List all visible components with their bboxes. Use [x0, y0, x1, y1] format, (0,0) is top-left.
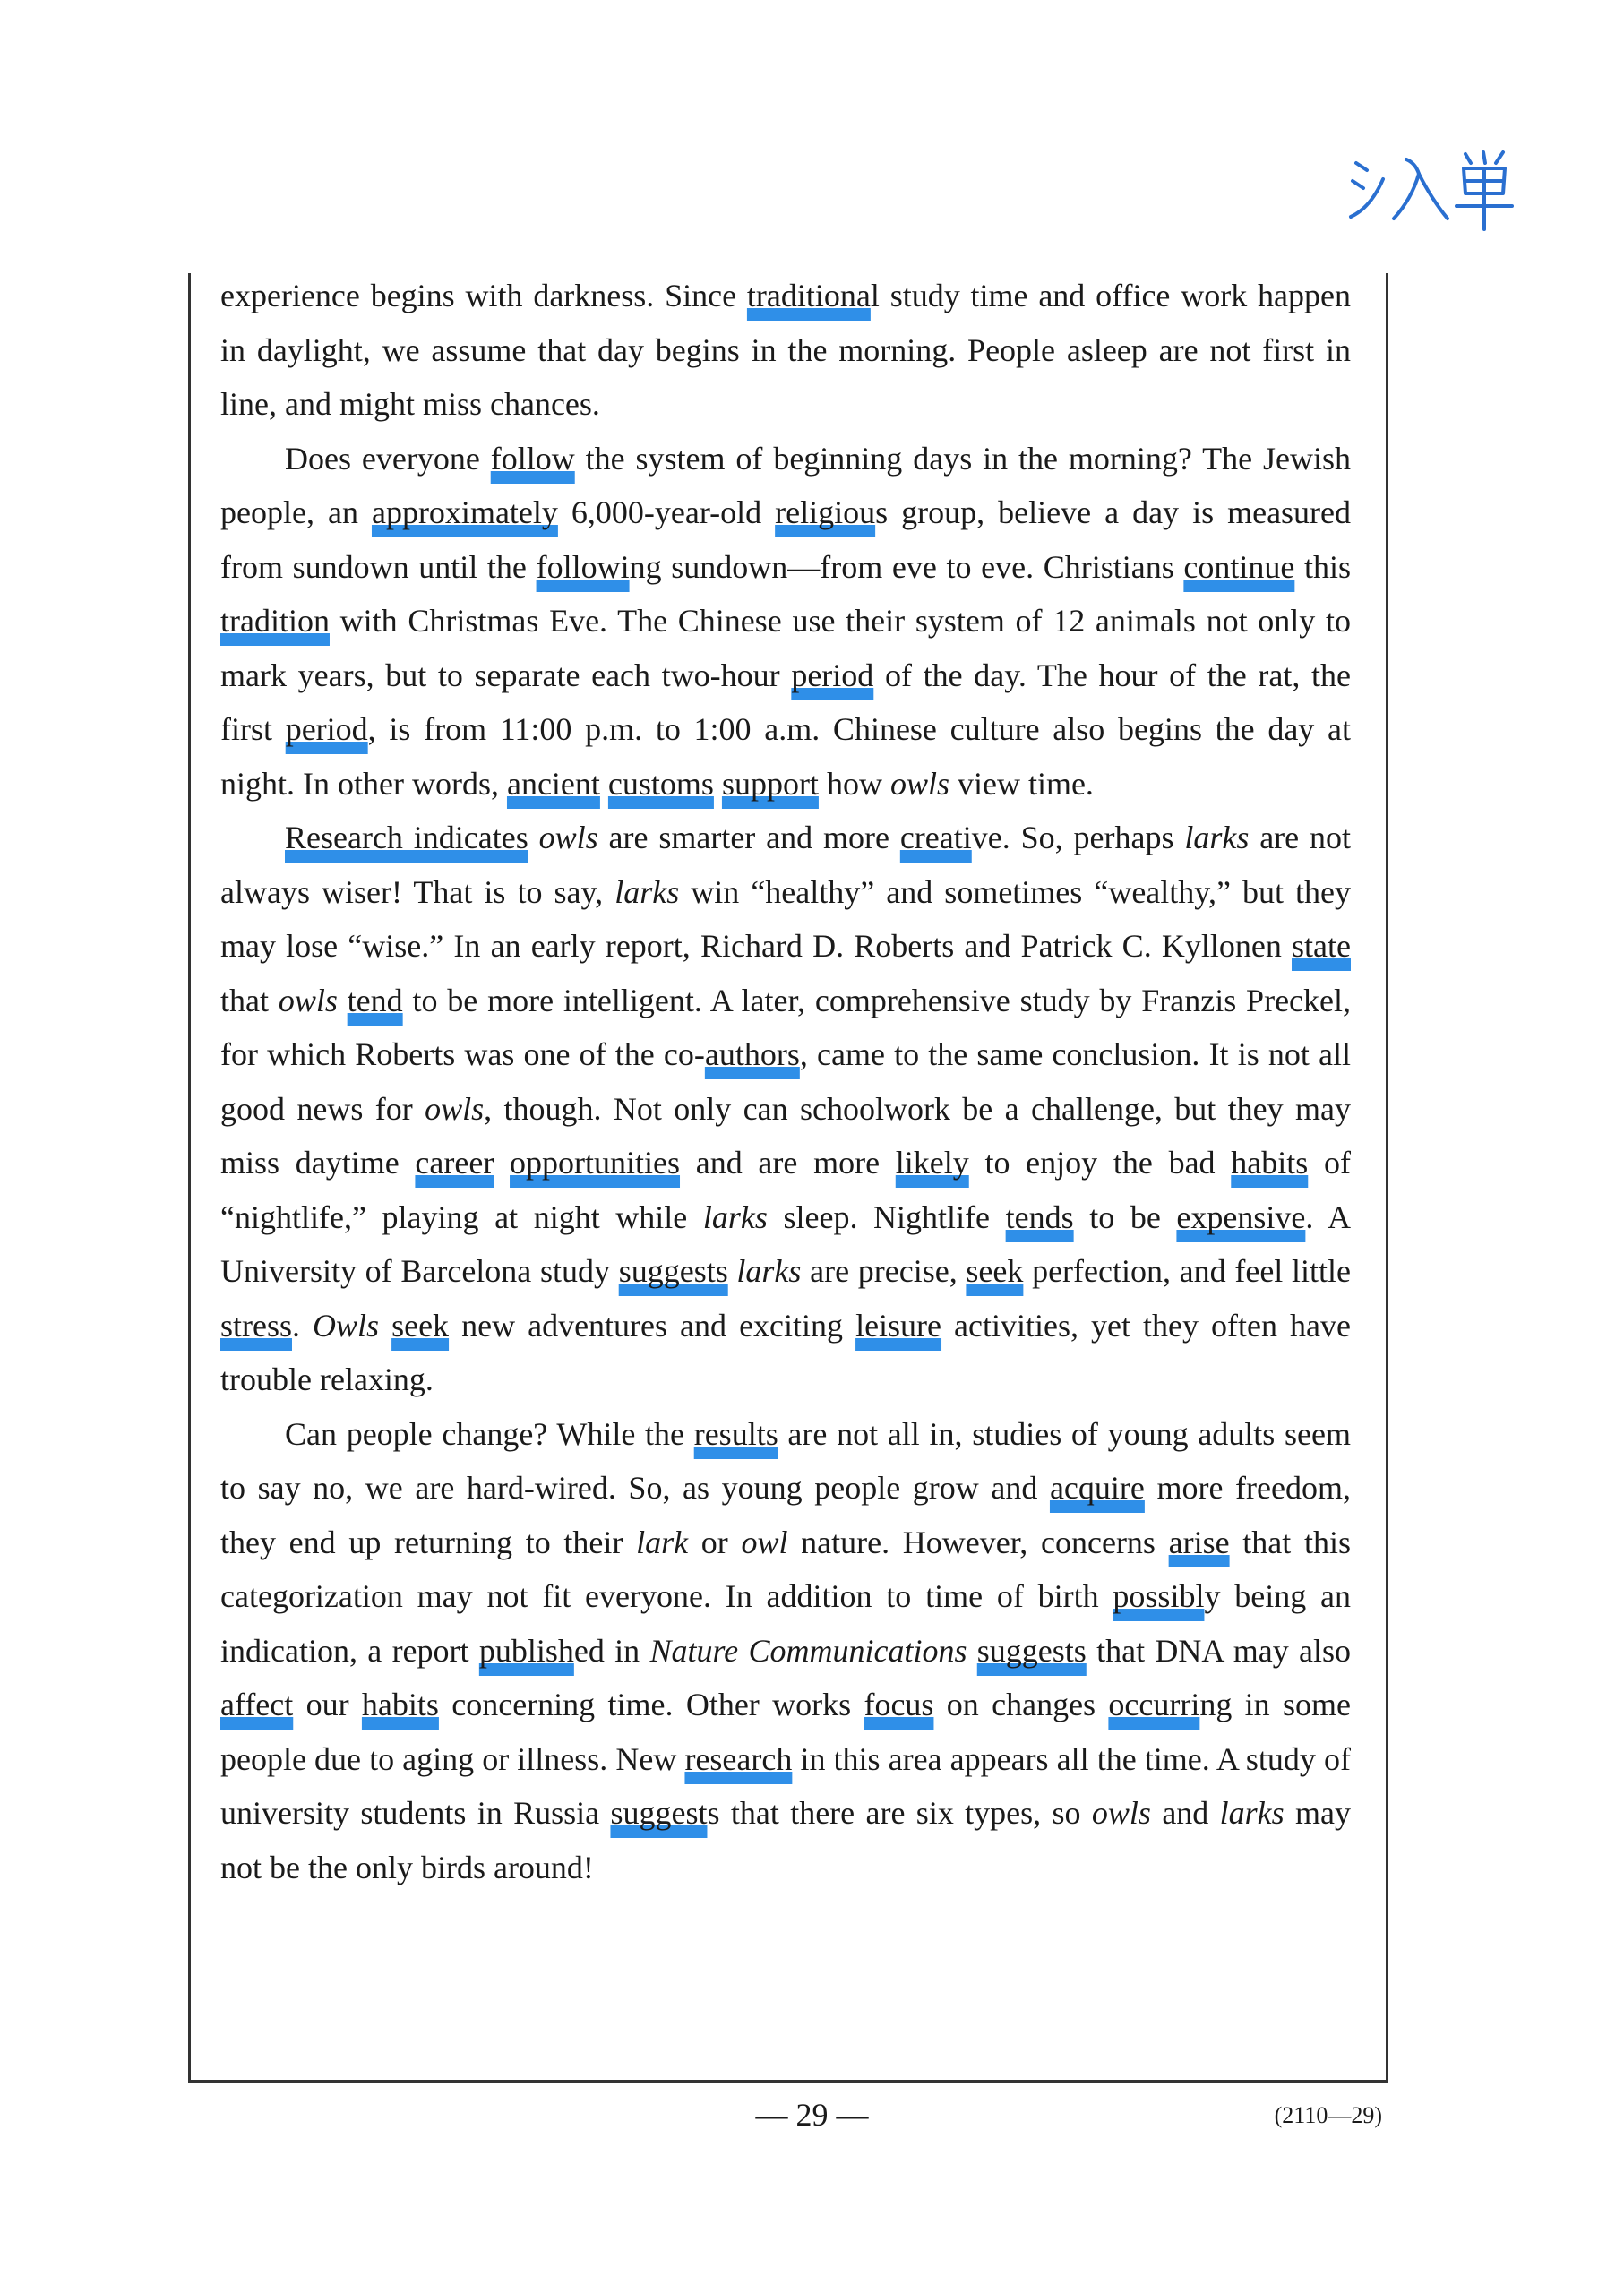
- paragraph: [220, 1407, 1351, 1895]
- text-run: [528, 820, 539, 855]
- text-run: , though. Not only can schoolwork be a challenge, but they may miss daytime: [220, 1090, 1352, 1181]
- text-run: new adventures and exciting: [449, 1307, 856, 1344]
- highlighted-word: results: [693, 1415, 778, 1452]
- text-run: nature. However, concerns: [787, 1524, 1169, 1560]
- text-run: are not always wiser! That is to say,: [220, 820, 1352, 910]
- text-run: owl: [741, 1524, 788, 1560]
- text-run: larks: [1219, 1795, 1285, 1831]
- paragraph: [220, 811, 1351, 1407]
- text-run: lark: [636, 1524, 689, 1560]
- text-run: ve. So, perhaps: [971, 820, 1185, 855]
- text-run: [600, 766, 608, 802]
- highlighted-word: Research indicates: [285, 820, 528, 855]
- highlighted-word: acquire: [1049, 1470, 1145, 1506]
- text-run: owls: [278, 982, 338, 1018]
- text-run: ed in: [573, 1632, 650, 1669]
- text-run: are not all in, studies of young adults seem to say no, we are hard-wired. So, as young people grow and: [220, 1415, 1351, 1506]
- text-run: s that there are six types, so: [707, 1795, 1092, 1831]
- text-run: that this categorization may not fit everyone. In addition to time of birth: [220, 1524, 1351, 1614]
- text-run: s group, believe a day is measured from sundown until the: [220, 494, 1352, 585]
- highlighted-word: religiou: [775, 494, 876, 530]
- text-run: may not be the only birds around!: [220, 1795, 1352, 1885]
- text-run: activities, yet they often have trouble relaxing.: [220, 1307, 1352, 1397]
- text-run: perfection, and feel little: [1023, 1253, 1351, 1289]
- text-run: owls: [1091, 1795, 1151, 1831]
- highlighted-word: research: [684, 1740, 793, 1777]
- text-run: , is from 11:00 p.m. to 1:00 a.m. Chinese culture also begins the day at night. In other words,: [220, 711, 1351, 802]
- text-run: larks: [614, 873, 680, 910]
- text-run: . A University of Barcelona study: [220, 1198, 1351, 1289]
- text-run: owls: [538, 820, 598, 855]
- text-run: to be: [1073, 1198, 1177, 1235]
- page-number: — 29 —: [755, 2097, 869, 2133]
- highlighted-word: period: [791, 657, 874, 693]
- highlighted-word: suggests: [976, 1632, 1087, 1669]
- handwritten-note-glyphs: [1344, 143, 1514, 233]
- text-run: view time.: [949, 765, 1094, 802]
- text-run: with Christmas Eve. The Chinese use their system of 12 animals not only to mark years, but to separate each two-hour: [220, 603, 1351, 693]
- highlighted-word: creati: [899, 820, 972, 855]
- highlighted-word: stress: [220, 1307, 292, 1344]
- text-run: and are more: [680, 1145, 896, 1181]
- text-run: y being an indication, a report: [220, 1578, 1351, 1669]
- passage-text: [220, 269, 1351, 1894]
- text-run: , came to the same conclusion. It is not all good news for: [220, 1036, 1351, 1127]
- highlighted-word: leisure: [855, 1307, 942, 1344]
- paragraph: [220, 432, 1351, 812]
- highlighted-word: customs: [607, 765, 714, 802]
- text-run: are precise,: [801, 1253, 967, 1289]
- text-run: owls: [889, 765, 949, 802]
- text-run: of the day. The hour of the rat, the first: [220, 657, 1351, 747]
- text-run: that: [220, 982, 279, 1018]
- highlighted-word: period: [285, 711, 368, 747]
- highlighted-word: authors: [704, 1036, 800, 1072]
- highlighted-word: opportunities: [510, 1145, 681, 1181]
- text-run: experience begins with darkness. Since: [220, 278, 747, 313]
- text-run: and: [1150, 1795, 1220, 1831]
- text-run: to be more intelligent. A later, comprehensive study by Franzis Preckel, for which Roberts was one of the co-: [220, 982, 1352, 1072]
- handwritten-note: [1344, 143, 1514, 233]
- highlighted-word: traditiona: [746, 278, 871, 313]
- text-run: on changes: [933, 1687, 1109, 1722]
- text-run: [338, 983, 348, 1018]
- highlighted-word: tradition: [220, 603, 330, 639]
- text-run: of “nightlife,” playing at night while: [220, 1145, 1351, 1235]
- text-run: win “healthy” and sometimes “wealthy,” but they may lose “wise.” In an early report, Richard D. Roberts and Patrick C. Kyllonen: [220, 873, 1351, 964]
- page-code: (2110—29): [1274, 2102, 1382, 2128]
- text-run: Can people change? While the: [285, 1415, 694, 1452]
- text-run: [714, 766, 722, 802]
- text-run: owls: [425, 1090, 485, 1127]
- highlighted-word: tend: [347, 982, 403, 1018]
- text-run: that DNA may also: [1086, 1632, 1351, 1669]
- text-run: ng sundown—from eve to eve. Christians: [629, 548, 1184, 585]
- text-run: or: [688, 1524, 742, 1560]
- text-run: larks: [702, 1198, 768, 1235]
- highlighted-word: affect: [220, 1687, 294, 1722]
- highlighted-word: habits: [1231, 1145, 1309, 1181]
- highlighted-word: suggests: [618, 1253, 728, 1289]
- text-run: l study time and office work happen in daylight, we assume that day begins in the morning. People asleep are not first in line, and might miss chances.: [220, 278, 1351, 422]
- highlighted-word: suggest: [610, 1795, 708, 1831]
- text-run: larks: [736, 1253, 802, 1289]
- text-run: [967, 1633, 976, 1669]
- text-run: our: [293, 1687, 362, 1722]
- highlighted-word: tends: [1005, 1198, 1074, 1235]
- text-run: larks: [1184, 820, 1250, 855]
- highlighted-word: occurri: [1108, 1687, 1200, 1722]
- text-run: sleep. Nightlife: [767, 1198, 1006, 1235]
- text-run: to enjoy the bad: [968, 1145, 1232, 1181]
- text-run: more freedom, they end up returning to their: [220, 1470, 1351, 1560]
- text-run: in this area appears all the time. A study of university students in Russia: [220, 1740, 1351, 1831]
- text-run: [728, 1253, 737, 1289]
- text-run: 6,000-year-old: [557, 494, 776, 530]
- highlighted-word: approximately: [371, 494, 558, 530]
- text-run: [494, 1145, 510, 1181]
- highlighted-word: state: [1292, 928, 1351, 964]
- paragraph: [220, 269, 1351, 432]
- highlighted-word: follow: [490, 440, 575, 477]
- highlighted-word: career: [415, 1145, 494, 1181]
- text-run: how: [818, 765, 890, 802]
- text-run: concerning time. Other works: [438, 1687, 864, 1722]
- text-run: the system of beginning days in the morning? The Jewish people, an: [220, 440, 1351, 530]
- text-run: are smarter and more: [597, 820, 900, 855]
- text-run: [379, 1308, 391, 1344]
- text-run: Nature Communications: [649, 1632, 967, 1669]
- highlighted-word: seek: [391, 1307, 450, 1344]
- text-run: Does everyone: [285, 440, 491, 477]
- highlighted-word: ancient: [506, 765, 600, 802]
- highlighted-word: support: [721, 765, 819, 802]
- text-run: Owls: [313, 1307, 380, 1344]
- highlighted-word: publish: [478, 1632, 574, 1669]
- highlighted-word: continue: [1183, 548, 1295, 585]
- highlighted-word: followi: [536, 548, 630, 585]
- highlighted-word: seek: [966, 1253, 1024, 1289]
- highlighted-word: possibl: [1113, 1578, 1205, 1614]
- text-run: this: [1294, 548, 1352, 585]
- highlighted-word: habits: [361, 1687, 439, 1722]
- highlighted-word: arise: [1168, 1524, 1230, 1560]
- highlighted-word: likely: [895, 1145, 969, 1181]
- text-run: .: [292, 1307, 314, 1344]
- highlighted-word: expensive: [1176, 1198, 1306, 1235]
- text-run: ng in some people due to aging or illness. New: [220, 1687, 1351, 1777]
- highlighted-word: focus: [864, 1687, 934, 1722]
